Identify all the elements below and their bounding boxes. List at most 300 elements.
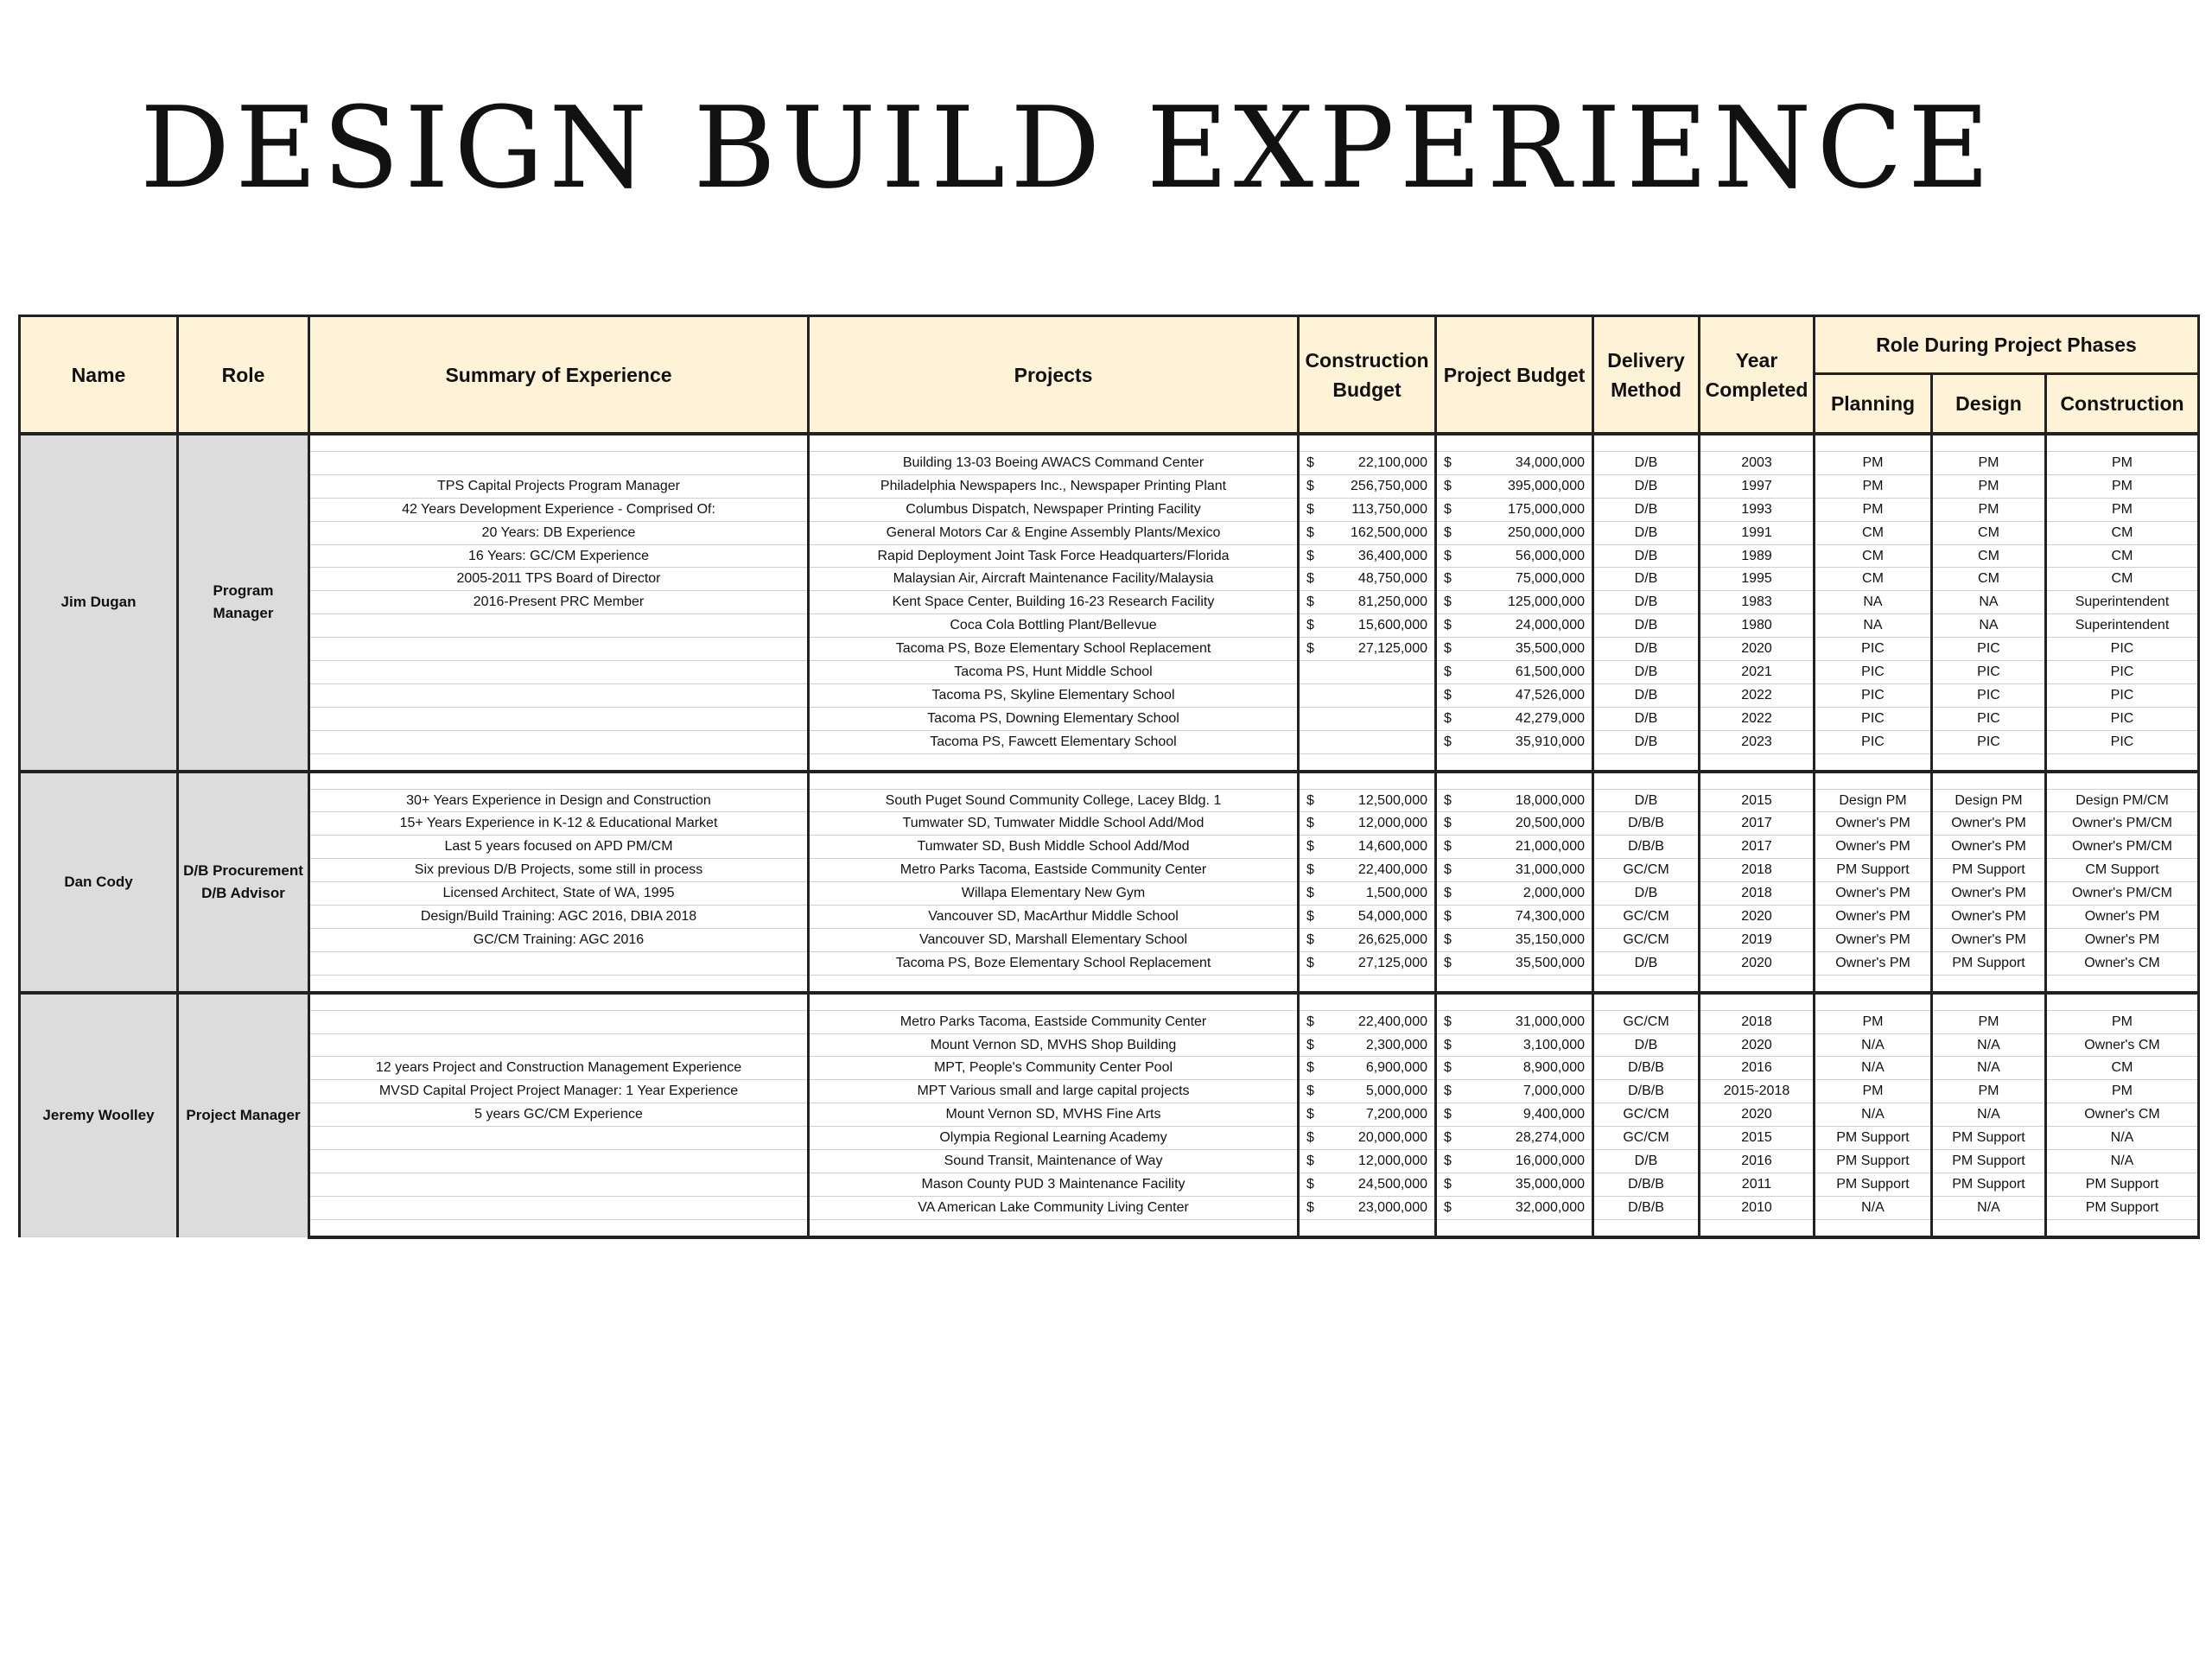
table-row — [20, 661, 2199, 684]
project-name: Mount Vernon SD, MVHS Shop Building — [809, 1033, 1299, 1057]
year-completed — [1700, 434, 1815, 452]
year-completed: 2020 — [1700, 951, 1815, 975]
year-completed: 1983 — [1700, 591, 1815, 614]
design-role: PM Support — [1932, 1150, 2046, 1173]
table-row — [20, 1219, 2199, 1237]
currency-symbol: $ — [1306, 1153, 1314, 1168]
delivery-method: D/B/B — [1593, 812, 1700, 836]
delivery-method: D/B — [1593, 544, 1700, 568]
table-row — [20, 591, 2199, 614]
planning-role: PM Support — [1815, 1150, 1932, 1173]
currency-symbol: $ — [1444, 687, 1452, 702]
amount: 6,900,000 — [1365, 1060, 1427, 1076]
summary-cell — [309, 638, 809, 661]
project-budget — [1436, 568, 1593, 591]
year-completed: 2016 — [1700, 1150, 1815, 1173]
delivery-method: D/B/B — [1593, 1057, 1700, 1080]
project-name: Tacoma PS, Downing Elementary School — [809, 707, 1299, 730]
table-row — [20, 753, 2199, 772]
project-budget — [1436, 836, 1593, 859]
design-role: PIC — [1932, 638, 2046, 661]
project-name: Tumwater SD, Tumwater Middle School Add/Mod — [809, 812, 1299, 836]
currency-symbol: $ — [1444, 710, 1452, 726]
table-row — [20, 882, 2199, 906]
currency-symbol: $ — [1306, 501, 1314, 517]
project-budget — [1436, 452, 1593, 475]
planning-role: CM — [1815, 568, 1932, 591]
amount: 26,625,000 — [1357, 931, 1427, 947]
project-budget — [1436, 1150, 1593, 1173]
construction-budget — [1299, 975, 1436, 993]
table-row — [20, 434, 2199, 452]
construction-budget — [1299, 1219, 1436, 1237]
planning-role: Owner's PM — [1815, 882, 1932, 906]
planning-role: PIC — [1815, 661, 1932, 684]
year-completed — [1700, 753, 1815, 772]
design-role: N/A — [1932, 1057, 2046, 1080]
amount: 32,000,000 — [1515, 1199, 1585, 1215]
construction-budget — [1299, 882, 1436, 906]
planning-role: PM — [1815, 474, 1932, 498]
amount: 47,526,000 — [1515, 687, 1585, 702]
design-role: Owner's PM — [1932, 836, 2046, 859]
delivery-method: D/B — [1593, 789, 1700, 812]
delivery-method: D/B — [1593, 683, 1700, 707]
amount: 28,274,000 — [1515, 1130, 1585, 1146]
person-role: Program Manager — [178, 434, 309, 772]
project-name: Tacoma PS, Boze Elementary School Replacement — [809, 638, 1299, 661]
project-budget — [1436, 521, 1593, 544]
delivery-method: D/B — [1593, 661, 1700, 684]
construction-role: Owner's PM/CM — [2046, 836, 2199, 859]
construction-budget — [1299, 812, 1436, 836]
table-row — [20, 1080, 2199, 1103]
project-name: Tacoma PS, Fawcett Elementary School — [809, 730, 1299, 753]
year-completed: 2011 — [1700, 1173, 1815, 1196]
currency-symbol: $ — [1444, 908, 1452, 924]
planning-role: CM — [1815, 521, 1932, 544]
table-row — [20, 683, 2199, 707]
header-project-budget: Project Budget — [1436, 316, 1593, 435]
delivery-method: GC/CM — [1593, 1127, 1700, 1150]
currency-symbol: $ — [1444, 618, 1452, 633]
currency-symbol: $ — [1444, 1153, 1452, 1168]
project-budget — [1436, 772, 1593, 790]
delivery-method: D/B/B — [1593, 1080, 1700, 1103]
construction-budget — [1299, 906, 1436, 929]
summary-cell: 2016-Present PRC Member — [309, 591, 809, 614]
project-budget — [1436, 753, 1593, 772]
construction-budget — [1299, 1033, 1436, 1057]
summary-cell: Licensed Architect, State of WA, 1995 — [309, 882, 809, 906]
project-name: Metro Parks Tacoma, Eastside Community Center — [809, 859, 1299, 882]
delivery-method: D/B — [1593, 638, 1700, 661]
table-row — [20, 568, 2199, 591]
project-name: Philadelphia Newspapers Inc., Newspaper Printing Plant — [809, 474, 1299, 498]
summary-cell: 12 years Project and Construction Management Experience — [309, 1057, 809, 1080]
project-budget — [1436, 882, 1593, 906]
construction-role: Owner's CM — [2046, 1103, 2199, 1127]
project-name: Vancouver SD, Marshall Elementary School — [809, 928, 1299, 951]
construction-role: PM Support — [2046, 1196, 2199, 1219]
summary-cell — [309, 1173, 809, 1196]
delivery-method: GC/CM — [1593, 928, 1700, 951]
construction-role: Owner's PM/CM — [2046, 812, 2199, 836]
planning-role: PM Support — [1815, 1127, 1932, 1150]
currency-symbol: $ — [1444, 524, 1452, 540]
currency-symbol: $ — [1306, 524, 1314, 540]
table-row — [20, 928, 2199, 951]
currency-symbol: $ — [1306, 1014, 1314, 1029]
design-role — [1932, 975, 2046, 993]
design-role — [1932, 993, 2046, 1011]
summary-cell: 16 Years: GC/CM Experience — [309, 544, 809, 568]
project-name — [809, 993, 1299, 1011]
amount: 2,300,000 — [1365, 1037, 1427, 1052]
amount: 74,300,000 — [1515, 908, 1585, 924]
project-name: Olympia Regional Learning Academy — [809, 1127, 1299, 1150]
currency-symbol: $ — [1306, 1199, 1314, 1215]
project-name: Coca Cola Bottling Plant/Bellevue — [809, 614, 1299, 638]
year-completed: 2019 — [1700, 928, 1815, 951]
planning-role: PIC — [1815, 683, 1932, 707]
planning-role: N/A — [1815, 1103, 1932, 1127]
design-role: PM — [1932, 474, 2046, 498]
construction-role — [2046, 772, 2199, 790]
amount: 48,750,000 — [1357, 571, 1427, 587]
project-name: MPT, People's Community Center Pool — [809, 1057, 1299, 1080]
amount: 7,000,000 — [1522, 1084, 1585, 1099]
currency-symbol: $ — [1306, 618, 1314, 633]
year-completed: 2015 — [1700, 1127, 1815, 1150]
header-projects: Projects — [809, 316, 1299, 435]
project-budget — [1436, 707, 1593, 730]
design-role: Owner's PM — [1932, 906, 2046, 929]
design-role: PIC — [1932, 661, 2046, 684]
amount: 27,125,000 — [1357, 641, 1427, 657]
year-completed: 2003 — [1700, 452, 1815, 475]
construction-budget — [1299, 638, 1436, 661]
project-budget — [1436, 859, 1593, 882]
table-row — [20, 614, 2199, 638]
currency-symbol: $ — [1444, 734, 1452, 749]
header-planning: Planning — [1815, 374, 1932, 435]
amount: 18,000,000 — [1515, 792, 1585, 808]
year-completed: 2021 — [1700, 661, 1815, 684]
project-name: Rapid Deployment Joint Task Force Headquarters/Florida — [809, 544, 1299, 568]
construction-budget — [1299, 772, 1436, 790]
table-row — [20, 474, 2199, 498]
summary-cell — [309, 707, 809, 730]
design-role: Owner's PM — [1932, 812, 2046, 836]
currency-symbol: $ — [1444, 1037, 1452, 1052]
page-title: DESIGN BUILD EXPERIENCE — [140, 82, 1995, 213]
construction-budget — [1299, 993, 1436, 1011]
design-role: PIC — [1932, 707, 2046, 730]
amount: 113,750,000 — [1351, 501, 1427, 517]
delivery-method: GC/CM — [1593, 1103, 1700, 1127]
year-completed: 2015 — [1700, 789, 1815, 812]
delivery-method — [1593, 993, 1700, 1011]
planning-role: NA — [1815, 591, 1932, 614]
amount: 9,400,000 — [1522, 1107, 1585, 1122]
project-name: Willapa Elementary New Gym — [809, 882, 1299, 906]
planning-role: PM — [1815, 1010, 1932, 1033]
currency-symbol: $ — [1306, 1130, 1314, 1146]
currency-symbol: $ — [1444, 816, 1452, 831]
header-construction-budget: Construction Budget — [1299, 316, 1436, 435]
construction-budget — [1299, 1010, 1436, 1033]
construction-role: Superintendent — [2046, 614, 2199, 638]
construction-budget — [1299, 614, 1436, 638]
summary-cell: 5 years GC/CM Experience — [309, 1103, 809, 1127]
year-completed — [1700, 993, 1815, 1011]
planning-role: PIC — [1815, 730, 1932, 753]
table-row — [20, 638, 2199, 661]
summary-cell: TPS Capital Projects Program Manager — [309, 474, 809, 498]
year-completed: 2020 — [1700, 638, 1815, 661]
currency-symbol: $ — [1444, 1014, 1452, 1029]
construction-role: PM — [2046, 498, 2199, 521]
delivery-method: D/B — [1593, 521, 1700, 544]
currency-symbol: $ — [1444, 454, 1452, 470]
table-row — [20, 498, 2199, 521]
design-role: PM — [1932, 1080, 2046, 1103]
currency-symbol: $ — [1306, 1176, 1314, 1192]
year-completed: 1997 — [1700, 474, 1815, 498]
project-budget — [1436, 638, 1593, 661]
amount: 12,000,000 — [1357, 816, 1427, 831]
amount: 22,400,000 — [1357, 1014, 1427, 1029]
currency-symbol: $ — [1306, 571, 1314, 587]
table-row — [20, 1150, 2199, 1173]
summary-cell — [309, 772, 809, 790]
planning-role: Design PM — [1815, 789, 1932, 812]
project-name: Kent Space Center, Building 16-23 Research Facility — [809, 591, 1299, 614]
delivery-method: D/B — [1593, 951, 1700, 975]
experience-table — [18, 315, 2200, 1239]
project-name — [809, 434, 1299, 452]
table-row — [20, 859, 2199, 882]
year-completed: 1995 — [1700, 568, 1815, 591]
project-budget — [1436, 1080, 1593, 1103]
table-row — [20, 772, 2199, 790]
construction-role — [2046, 1219, 2199, 1237]
header-role-phases: Role During Project Phases — [1815, 316, 2199, 374]
project-name — [809, 1219, 1299, 1237]
currency-symbol: $ — [1306, 641, 1314, 657]
amount: 75,000,000 — [1515, 571, 1585, 587]
delivery-method: D/B/B — [1593, 836, 1700, 859]
person-name: Jim Dugan — [20, 434, 178, 772]
construction-role: Owner's CM — [2046, 951, 2199, 975]
construction-budget — [1299, 1127, 1436, 1150]
summary-cell — [309, 683, 809, 707]
project-budget — [1436, 789, 1593, 812]
table-row — [20, 906, 2199, 929]
amount: 14,600,000 — [1357, 839, 1427, 855]
construction-budget — [1299, 1080, 1436, 1103]
construction-budget — [1299, 1150, 1436, 1173]
construction-budget — [1299, 928, 1436, 951]
project-name: Metro Parks Tacoma, Eastside Community Center — [809, 1010, 1299, 1033]
amount: 21,000,000 — [1515, 839, 1585, 855]
construction-role — [2046, 753, 2199, 772]
construction-budget — [1299, 753, 1436, 772]
construction-role: N/A — [2046, 1127, 2199, 1150]
year-completed: 2020 — [1700, 906, 1815, 929]
planning-role — [1815, 753, 1932, 772]
amount: 35,500,000 — [1515, 955, 1585, 970]
amount: 36,400,000 — [1357, 548, 1427, 563]
construction-role: CM — [2046, 1057, 2199, 1080]
currency-symbol: $ — [1306, 931, 1314, 947]
table-row — [20, 544, 2199, 568]
table-row — [20, 812, 2199, 836]
project-budget — [1436, 498, 1593, 521]
summary-cell — [309, 434, 809, 452]
currency-symbol: $ — [1444, 1199, 1452, 1215]
construction-role: N/A — [2046, 1150, 2199, 1173]
summary-cell — [309, 730, 809, 753]
construction-budget — [1299, 1173, 1436, 1196]
planning-role: PM — [1815, 452, 1932, 475]
currency-symbol: $ — [1306, 886, 1314, 901]
summary-cell: 20 Years: DB Experience — [309, 521, 809, 544]
year-completed: 2023 — [1700, 730, 1815, 753]
summary-cell: MVSD Capital Project Project Manager: 1 Year Experience — [309, 1080, 809, 1103]
construction-budget — [1299, 1103, 1436, 1127]
design-role — [1932, 1219, 2046, 1237]
planning-role — [1815, 975, 1932, 993]
design-role — [1932, 434, 2046, 452]
design-role: NA — [1932, 614, 2046, 638]
summary-cell — [309, 1219, 809, 1237]
construction-budget — [1299, 568, 1436, 591]
amount: 162,500,000 — [1351, 524, 1427, 540]
project-name: Columbus Dispatch, Newspaper Printing Facility — [809, 498, 1299, 521]
currency-symbol: $ — [1444, 1107, 1452, 1122]
construction-role: Owner's PM/CM — [2046, 882, 2199, 906]
delivery-method: D/B — [1593, 568, 1700, 591]
year-completed: 2020 — [1700, 1103, 1815, 1127]
planning-role: NA — [1815, 614, 1932, 638]
construction-role: CM — [2046, 568, 2199, 591]
design-role: CM — [1932, 568, 2046, 591]
planning-role: PIC — [1815, 707, 1932, 730]
person-name: Jeremy Woolley — [20, 993, 178, 1237]
design-role: PM Support — [1932, 859, 2046, 882]
amount: 20,500,000 — [1515, 816, 1585, 831]
project-budget — [1436, 993, 1593, 1011]
amount: 8,900,000 — [1522, 1060, 1585, 1076]
construction-role: PM — [2046, 474, 2199, 498]
year-completed — [1700, 772, 1815, 790]
year-completed: 2018 — [1700, 882, 1815, 906]
planning-role: PM — [1815, 498, 1932, 521]
design-role: N/A — [1932, 1103, 2046, 1127]
currency-symbol: $ — [1306, 908, 1314, 924]
delivery-method: D/B — [1593, 1150, 1700, 1173]
design-role: Design PM — [1932, 789, 2046, 812]
amount: 27,125,000 — [1357, 955, 1427, 970]
project-name: Sound Transit, Maintenance of Way — [809, 1150, 1299, 1173]
project-budget — [1436, 434, 1593, 452]
table-row — [20, 836, 2199, 859]
amount: 15,600,000 — [1357, 618, 1427, 633]
delivery-method — [1593, 975, 1700, 993]
summary-cell — [309, 614, 809, 638]
table-row — [20, 1103, 2199, 1127]
delivery-method: GC/CM — [1593, 1010, 1700, 1033]
design-role: PIC — [1932, 683, 2046, 707]
amount: 2,000,000 — [1522, 886, 1585, 901]
planning-role: Owner's PM — [1815, 906, 1932, 929]
currency-symbol: $ — [1306, 454, 1314, 470]
delivery-method — [1593, 753, 1700, 772]
project-budget — [1436, 474, 1593, 498]
planning-role: PM Support — [1815, 1173, 1932, 1196]
summary-cell: Last 5 years focused on APD PM/CM — [309, 836, 809, 859]
header-name: Name — [20, 316, 178, 435]
currency-symbol: $ — [1306, 478, 1314, 493]
delivery-method: D/B — [1593, 882, 1700, 906]
year-completed — [1700, 975, 1815, 993]
year-completed: 2018 — [1700, 859, 1815, 882]
construction-budget — [1299, 789, 1436, 812]
currency-symbol: $ — [1444, 886, 1452, 901]
table-row — [20, 1033, 2199, 1057]
design-role: PIC — [1932, 730, 2046, 753]
year-completed: 2017 — [1700, 812, 1815, 836]
design-role: CM — [1932, 521, 2046, 544]
planning-role: CM — [1815, 544, 1932, 568]
year-completed: 2022 — [1700, 707, 1815, 730]
amount: 24,000,000 — [1515, 618, 1585, 633]
construction-budget — [1299, 498, 1436, 521]
delivery-method: D/B — [1593, 730, 1700, 753]
currency-symbol: $ — [1444, 478, 1452, 493]
project-budget — [1436, 975, 1593, 993]
delivery-method — [1593, 434, 1700, 452]
year-completed: 1991 — [1700, 521, 1815, 544]
summary-cell: Six previous D/B Projects, some still in process — [309, 859, 809, 882]
construction-budget — [1299, 544, 1436, 568]
year-completed: 2020 — [1700, 1033, 1815, 1057]
design-role: PM — [1932, 452, 2046, 475]
construction-role: Superintendent — [2046, 591, 2199, 614]
project-name: Tacoma PS, Skyline Elementary School — [809, 683, 1299, 707]
currency-symbol: $ — [1444, 1084, 1452, 1099]
planning-role: Owner's PM — [1815, 928, 1932, 951]
delivery-method: D/B — [1593, 498, 1700, 521]
delivery-method: D/B — [1593, 591, 1700, 614]
header-construction: Construction — [2046, 374, 2199, 435]
project-budget — [1436, 1010, 1593, 1033]
construction-role: PIC — [2046, 707, 2199, 730]
delivery-method — [1593, 772, 1700, 790]
experience-table-body — [20, 434, 2199, 1237]
construction-role: CM Support — [2046, 859, 2199, 882]
currency-symbol: $ — [1444, 1176, 1452, 1192]
project-budget — [1436, 1127, 1593, 1150]
delivery-method: D/B — [1593, 614, 1700, 638]
design-role: Owner's PM — [1932, 928, 2046, 951]
amount: 35,500,000 — [1515, 641, 1585, 657]
construction-role: PM Support — [2046, 1173, 2199, 1196]
amount: 16,000,000 — [1515, 1153, 1585, 1168]
currency-symbol: $ — [1306, 816, 1314, 831]
